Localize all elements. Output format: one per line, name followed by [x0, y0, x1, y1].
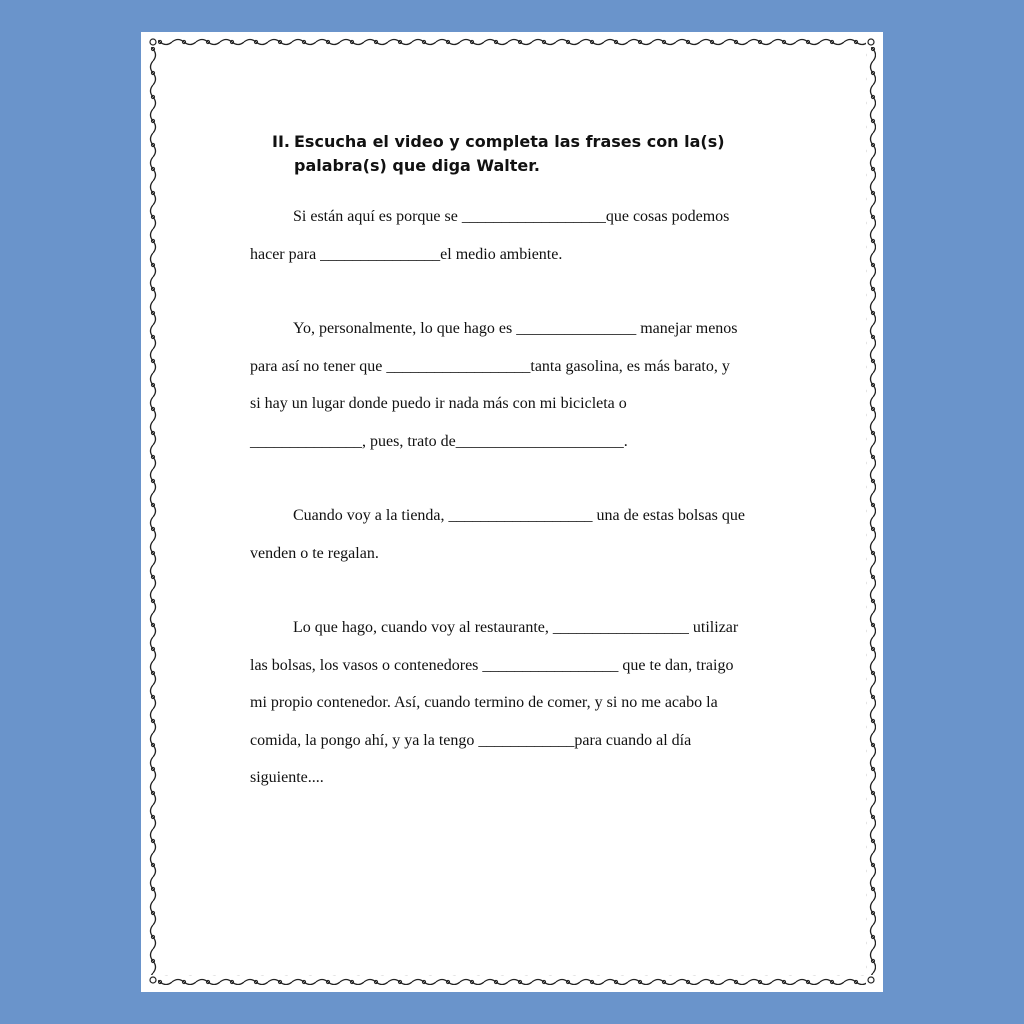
worksheet-content — [250, 130, 780, 797]
paragraph-line: Yo, personalmente, lo que hago es _______________ manejar menos — [293, 320, 738, 337]
paragraph-line: siguiente.... — [250, 769, 324, 786]
paragraph-line: hacer para _______________el medio ambiente. — [250, 245, 563, 263]
paragraph-line: para así no tener que __________________tanta gasolina, es más barato, y — [250, 357, 730, 375]
paragraph-line: venden o te regalan. — [250, 544, 379, 562]
paragraph-line: comida, la pongo ahí, y ya la tengo ____________para cuando al día — [250, 731, 692, 749]
section-heading — [272, 130, 780, 178]
paragraph-1 — [250, 198, 780, 273]
paragraph-line: si hay un lugar donde puedo ir nada más con mi bicicleta o — [250, 395, 627, 412]
paragraph-line: ______________, pues, trato de_____________________. — [250, 432, 628, 450]
paragraph-line: Cuando voy a la tienda, __________________ una de estas bolsas que — [293, 507, 745, 524]
paragraph-line: las bolsas, los vasos o contenedores _________________ que te dan, traigo — [250, 656, 734, 674]
paragraph-line: Lo que hago, cuando voy al restaurante, _________________ utilizar — [293, 619, 739, 636]
paragraph-2 — [250, 310, 780, 460]
section-number: II. — [272, 132, 290, 151]
section-instruction: Escucha el video y completa las frases con la(s) palabra(s) que diga Walter. — [294, 132, 725, 175]
paragraph-line: Si están aquí es porque se __________________que cosas podemos — [293, 208, 730, 225]
paragraph-line: mi propio contenedor. Así, cuando termino de comer, y si no me acabo la — [250, 694, 718, 711]
paragraph-3 — [250, 497, 780, 572]
paragraph-4 — [250, 609, 780, 797]
